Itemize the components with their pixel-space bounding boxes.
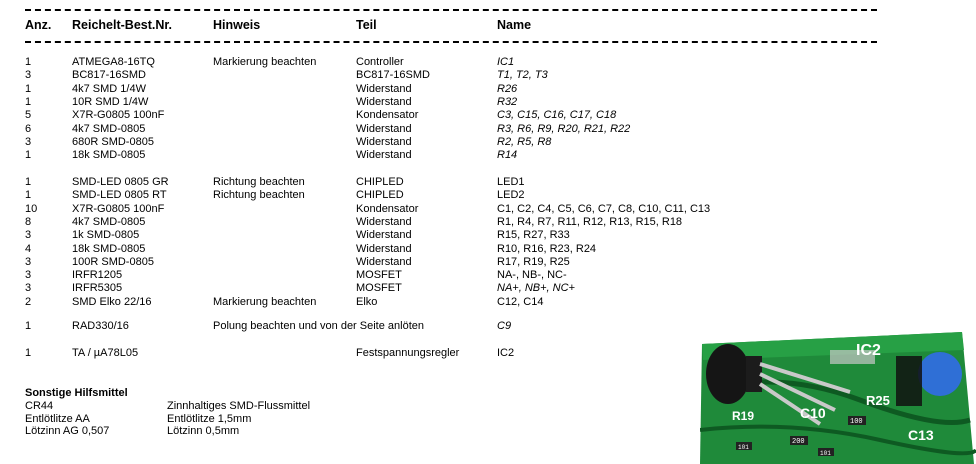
cell-nr: 1k SMD-0805 bbox=[72, 229, 140, 242]
cell-anz: 8 bbox=[25, 215, 32, 228]
cell-teil: MOSFET bbox=[356, 282, 402, 295]
cell-teil: Widerstand bbox=[356, 149, 412, 162]
table-row bbox=[0, 243, 976, 256]
item-article: Entlötlitze AA bbox=[25, 412, 90, 425]
cell-teil: BC817-16SMD bbox=[356, 69, 430, 82]
cell-nr: RAD330/16 bbox=[72, 320, 129, 332]
list-item bbox=[0, 400, 600, 413]
table-row bbox=[0, 269, 976, 282]
cell-teil: Widerstand bbox=[356, 215, 412, 228]
cell-anz: 1 bbox=[25, 56, 32, 68]
cell-teil: MOSFET bbox=[356, 269, 402, 282]
item-description: Entlötlitze 1,5mm bbox=[167, 412, 252, 425]
cell-name: IC2 bbox=[497, 347, 515, 359]
cell-teil: Festspannungsregler bbox=[356, 347, 460, 359]
pcb-label-ic2: IC2 bbox=[856, 342, 881, 359]
pcb-label-200: 200 bbox=[792, 438, 805, 446]
pcb-label-r25: R25 bbox=[866, 393, 890, 408]
cell-name: R10, R16, R23, R24 bbox=[497, 242, 597, 255]
cell-name: LED1 bbox=[497, 176, 525, 188]
cell-nr: 18k SMD-0805 bbox=[72, 149, 146, 162]
cell-teil: CHIPLED bbox=[356, 176, 404, 188]
cell-nr: 100R SMD-0805 bbox=[72, 255, 154, 268]
cell-hinweis: Richtung beachten bbox=[213, 189, 305, 202]
cell-teil: CHIPLED bbox=[356, 189, 404, 202]
header-bottom-rule bbox=[25, 41, 877, 43]
cell-nr: X7R-G0805 100nF bbox=[72, 109, 165, 122]
table-row bbox=[0, 149, 976, 162]
cell-nr: TA / µA78L05 bbox=[72, 347, 139, 359]
header-hinweis: Hinweis bbox=[213, 18, 261, 32]
cell-anz: 10 bbox=[25, 202, 38, 215]
table-row bbox=[0, 282, 976, 295]
table-row bbox=[0, 123, 976, 136]
table-row bbox=[0, 83, 976, 96]
cell-name: LED2 bbox=[497, 189, 525, 202]
list-item bbox=[0, 425, 600, 438]
item-article: CR44 bbox=[25, 400, 54, 412]
cell-name: C3, C15, C16, C17, C18 bbox=[497, 109, 617, 122]
cell-name: NA-, NB-, NC- bbox=[497, 269, 567, 282]
cell-teil: Kondensator bbox=[356, 202, 419, 215]
pcb-label-100: 100 bbox=[850, 418, 863, 426]
table-row bbox=[0, 296, 976, 309]
cell-anz: 3 bbox=[25, 229, 32, 242]
cell-anz: 6 bbox=[25, 122, 32, 135]
list-item bbox=[0, 413, 600, 426]
table-row bbox=[0, 136, 976, 149]
cell-name: NA+, NB+, NC+ bbox=[497, 282, 575, 295]
sonstige-title: Sonstige Hilfsmittel bbox=[25, 387, 128, 399]
cell-nr: BC817-16SMD bbox=[72, 69, 146, 82]
cell-anz: 1 bbox=[25, 347, 32, 359]
item-description: Lötzinn 0,5mm bbox=[167, 425, 240, 437]
cell-name: T1, T2, T3 bbox=[497, 69, 548, 82]
cell-nr: 4k7 SMD-0805 bbox=[72, 215, 146, 228]
cell-nr: SMD-LED 0805 GR bbox=[72, 176, 169, 188]
table-row bbox=[0, 216, 976, 229]
cell-anz: 2 bbox=[25, 295, 32, 308]
cell-nr: 18k SMD-0805 bbox=[72, 242, 146, 255]
pcb-photo bbox=[700, 330, 976, 464]
cell-name: R17, R19, R25 bbox=[497, 255, 570, 268]
cell-teil: Widerstand bbox=[356, 255, 412, 268]
pcb-label-c13: C13 bbox=[908, 427, 934, 443]
cell-hinweis: Richtung beachten bbox=[213, 176, 305, 188]
header-teil: Teil bbox=[356, 18, 377, 32]
pcb-photo-graphic bbox=[700, 330, 976, 464]
table-row bbox=[0, 203, 976, 216]
cell-anz: 4 bbox=[25, 242, 32, 255]
cell-nr: 680R SMD-0805 bbox=[72, 135, 154, 148]
table-row bbox=[0, 109, 976, 122]
cell-teil: Controller bbox=[356, 56, 404, 68]
cell-name: R15, R27, R33 bbox=[497, 229, 570, 242]
cell-hinweis: Polung beachten und von der Seite anlöten bbox=[213, 320, 424, 332]
cell-anz: 1 bbox=[25, 149, 32, 162]
cell-name: IC1 bbox=[497, 56, 515, 68]
item-article: Lötzinn AG 0,507 bbox=[25, 425, 110, 437]
table-row bbox=[0, 256, 976, 269]
cell-nr: 10R SMD 1/4W bbox=[72, 95, 149, 108]
cell-nr: 4k7 SMD 1/4W bbox=[72, 82, 146, 95]
cell-hinweis: Markierung beachten bbox=[213, 295, 317, 308]
header-anz: Anz. bbox=[25, 18, 52, 32]
cell-name: R14 bbox=[497, 149, 518, 162]
pcb-label-r19: R19 bbox=[732, 409, 755, 423]
cell-nr: X7R-G0805 100nF bbox=[72, 202, 165, 215]
cell-name: C9 bbox=[497, 320, 512, 332]
cell-anz: 3 bbox=[25, 69, 32, 82]
header-top-rule bbox=[25, 9, 877, 11]
table-row bbox=[0, 176, 976, 189]
table-header bbox=[0, 19, 976, 32]
pcb-label-101b: 101 bbox=[738, 444, 749, 451]
cell-name: R32 bbox=[497, 95, 518, 108]
header-name: Name bbox=[497, 18, 532, 32]
cell-hinweis: Markierung beachten bbox=[213, 56, 317, 68]
cell-nr: ATMEGA8-16TQ bbox=[72, 56, 155, 68]
cell-name: C1, C2, C4, C5, C6, C7, C8, C10, C11, C13 bbox=[497, 202, 711, 215]
cell-teil: Widerstand bbox=[356, 242, 412, 255]
table-row bbox=[0, 69, 976, 82]
cell-nr: IRFR1205 bbox=[72, 269, 123, 282]
pcb-label-101a: 101 bbox=[820, 450, 831, 457]
cell-anz: 1 bbox=[25, 95, 32, 108]
cell-name: R2, R5, R8 bbox=[497, 135, 552, 148]
cell-teil: Kondensator bbox=[356, 109, 419, 122]
pcb-label-c10: C10 bbox=[800, 405, 826, 421]
cell-anz: 3 bbox=[25, 135, 32, 148]
cell-name: R3, R6, R9, R20, R21, R22 bbox=[497, 122, 631, 135]
header-bestnr: Reichelt-Best.Nr. bbox=[72, 18, 173, 32]
cell-anz: 3 bbox=[25, 269, 32, 282]
cell-anz: 3 bbox=[25, 255, 32, 268]
cell-teil: Elko bbox=[356, 295, 378, 308]
cell-nr: SMD Elko 22/16 bbox=[72, 295, 152, 308]
table-row bbox=[0, 229, 976, 242]
table-row bbox=[0, 56, 976, 69]
cell-teil: Widerstand bbox=[356, 229, 412, 242]
cell-teil: Widerstand bbox=[356, 82, 412, 95]
cell-name: R1, R4, R7, R11, R12, R13, R15, R18 bbox=[497, 215, 683, 228]
table-row bbox=[0, 189, 976, 202]
item-description: Zinnhaltiges SMD-Flussmittel bbox=[167, 400, 311, 412]
cell-anz: 1 bbox=[25, 189, 32, 202]
cell-nr: SMD-LED 0805 RT bbox=[72, 189, 167, 202]
cell-anz: 1 bbox=[25, 82, 32, 95]
cell-anz: 1 bbox=[25, 176, 32, 188]
cell-nr: IRFR5305 bbox=[72, 282, 123, 295]
cell-anz: 3 bbox=[25, 282, 32, 295]
cell-nr: 4k7 SMD-0805 bbox=[72, 122, 146, 135]
cell-anz: 1 bbox=[25, 320, 32, 332]
table-row bbox=[0, 96, 976, 109]
cell-teil: Widerstand bbox=[356, 135, 412, 148]
cell-teil: Widerstand bbox=[356, 122, 412, 135]
cell-teil: Widerstand bbox=[356, 95, 412, 108]
cell-name: R26 bbox=[497, 82, 518, 95]
cell-anz: 5 bbox=[25, 109, 32, 122]
cell-name: C12, C14 bbox=[497, 295, 544, 308]
